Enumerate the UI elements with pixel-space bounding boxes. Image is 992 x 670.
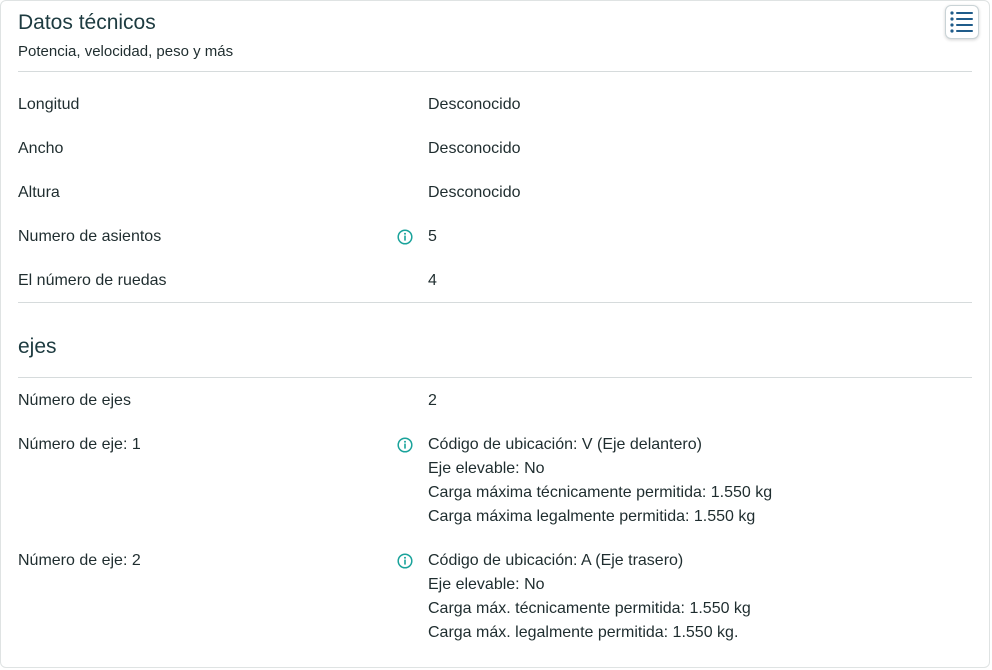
axle-detail-line: Carga máxima técnicamente permitida: 1.550 kg [428, 484, 773, 501]
axle-detail-line: Carga máxima legalmente permitida: 1.550 kg [428, 508, 756, 525]
info-icon[interactable] [397, 437, 413, 453]
axle-details [428, 549, 751, 645]
row-label: Longitud [18, 96, 80, 113]
page-title: Datos técnicos [18, 11, 156, 34]
axle-detail-line: Código de ubicación: V (Eje delantero) [428, 436, 702, 453]
axle-details [428, 433, 772, 529]
row-label: Número de ejes [18, 392, 131, 409]
row-label: Altura [18, 184, 60, 201]
card-header [18, 9, 969, 62]
row-value: 4 [428, 272, 437, 289]
page-subtitle: Potencia, velocidad, peso y más [18, 43, 234, 60]
row-value: Desconocido [428, 96, 521, 113]
row-label: Número de eje: 2 [18, 552, 141, 569]
header-divider [18, 71, 972, 72]
row-label: Numero de asientos [18, 228, 162, 245]
axle-detail-line: Código de ubicación: A (Eje trasero) [428, 552, 684, 569]
row-value: 2 [428, 392, 437, 409]
axle-detail-line: Carga máx. legalmente permitida: 1.550 kg. [428, 624, 739, 641]
axle-detail-line: Carga máx. técnicamente permitida: 1.550 kg [428, 600, 751, 617]
axle-detail-line: Eje elevable: No [428, 460, 545, 477]
table-of-contents-button[interactable] [945, 5, 979, 39]
info-icon[interactable] [397, 229, 413, 245]
row-value: Desconocido [428, 140, 521, 157]
axle-detail-line: Eje elevable: No [428, 576, 545, 593]
row-value: Desconocido [428, 184, 521, 201]
axles-section-title: ejes [18, 335, 57, 358]
row-value: 5 [428, 228, 437, 245]
row-label: Ancho [18, 140, 64, 157]
section-divider [18, 377, 972, 378]
row-label: Número de eje: 1 [18, 436, 141, 453]
info-icon[interactable] [397, 553, 413, 569]
list-menu-icon [949, 10, 975, 34]
section-divider [18, 302, 972, 303]
row-label: El número de ruedas [18, 272, 167, 289]
